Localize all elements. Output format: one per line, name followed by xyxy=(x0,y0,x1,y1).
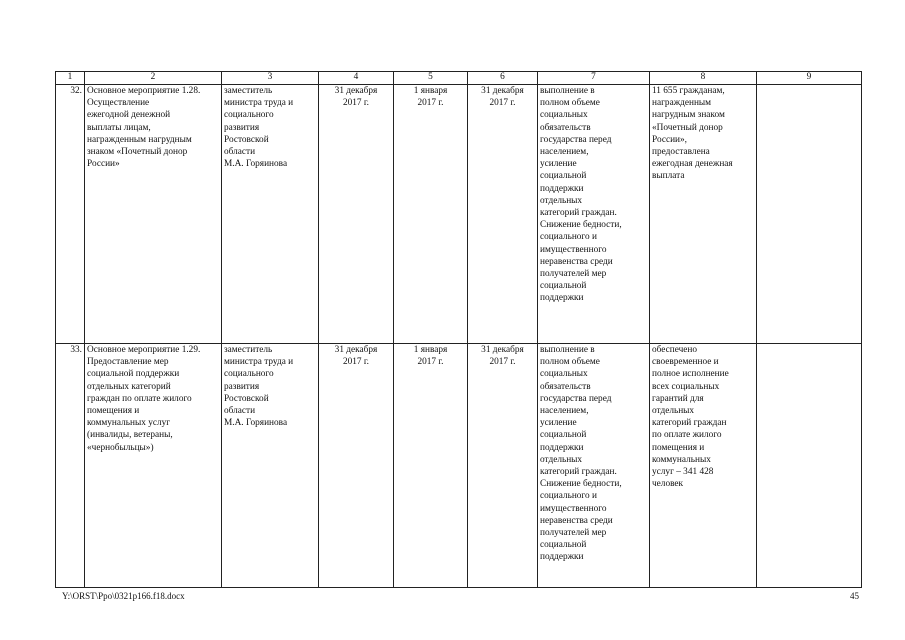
page-number: 45 xyxy=(850,591,859,601)
start-date-cell: 1 января 2017 г. xyxy=(394,344,468,588)
end-date-cell: 31 декабря 2017 г. xyxy=(468,85,538,344)
table-row xyxy=(56,344,862,588)
row-number: 32. xyxy=(56,85,85,344)
column-header: 3 xyxy=(222,72,319,85)
achieved-result-cell: 11 655 гражданам, награжденным нагрудным знаком «Почетный донор России», предоставлена ежегодная денежная выплата xyxy=(650,85,757,344)
footer-file-path: Y:\ORST\Ppo\0321p166.f18.docx xyxy=(62,591,185,601)
responsible-cell: заместитель министра труда и социального развития Ростовской области М.А. Горяинова xyxy=(222,344,319,588)
achieved-result-cell: обеспечено своевременное и полное исполнение всех социальных гарантий для отдельных категорий граждан по оплате жилого помещения и коммунальных услуг – 341 428 человек xyxy=(650,344,757,588)
event-name-cell: Основное мероприятие 1.28. Осуществление ежегодной денежной выплаты лицам, награжденным нагрудным знаком «Почетный донор России» xyxy=(85,85,222,344)
column-header: 2 xyxy=(85,72,222,85)
row-number: 33. xyxy=(56,344,85,588)
start-date-cell: 1 января 2017 г. xyxy=(394,85,468,344)
table-row xyxy=(56,85,862,344)
end-date-cell: 31 декабря 2017 г. xyxy=(468,344,538,588)
column-header: 5 xyxy=(394,72,468,85)
column-header: 8 xyxy=(650,72,757,85)
column-number-row xyxy=(56,72,862,85)
responsible-cell: заместитель министра труда и социального развития Ростовской области М.А. Горяинова xyxy=(222,85,319,344)
column-header: 9 xyxy=(757,72,862,85)
deadline-cell: 31 декабря 2017 г. xyxy=(319,344,394,588)
expected-result-cell: выполнение в полном объеме социальных обязательств государства перед населением, усиление социальной поддержки отдельных категорий граждан. Снижение бедности, социального и имущественного неравенства среди получателей мер социальной поддержки xyxy=(538,85,650,344)
expected-result-cell: выполнение в полном объеме социальных обязательств государства перед населением, усиление социальной поддержки отдельных категорий граждан. Снижение бедности, социального и имущественного неравенства среди получателей мер социальной поддержки xyxy=(538,344,650,588)
event-name-cell: Основное мероприятие 1.29. Предоставление мер социальной поддержки отдельных категорий граждан по оплате жилого помещения и коммунальных услуг (инвалиды, ветераны, «чернобыльцы») xyxy=(85,344,222,588)
report-table xyxy=(55,71,862,588)
column-header: 6 xyxy=(468,72,538,85)
column-header: 1 xyxy=(56,72,85,85)
empty-cell xyxy=(757,85,862,344)
column-header: 4 xyxy=(319,72,394,85)
column-header: 7 xyxy=(538,72,650,85)
empty-cell xyxy=(757,344,862,588)
deadline-cell: 31 декабря 2017 г. xyxy=(319,85,394,344)
